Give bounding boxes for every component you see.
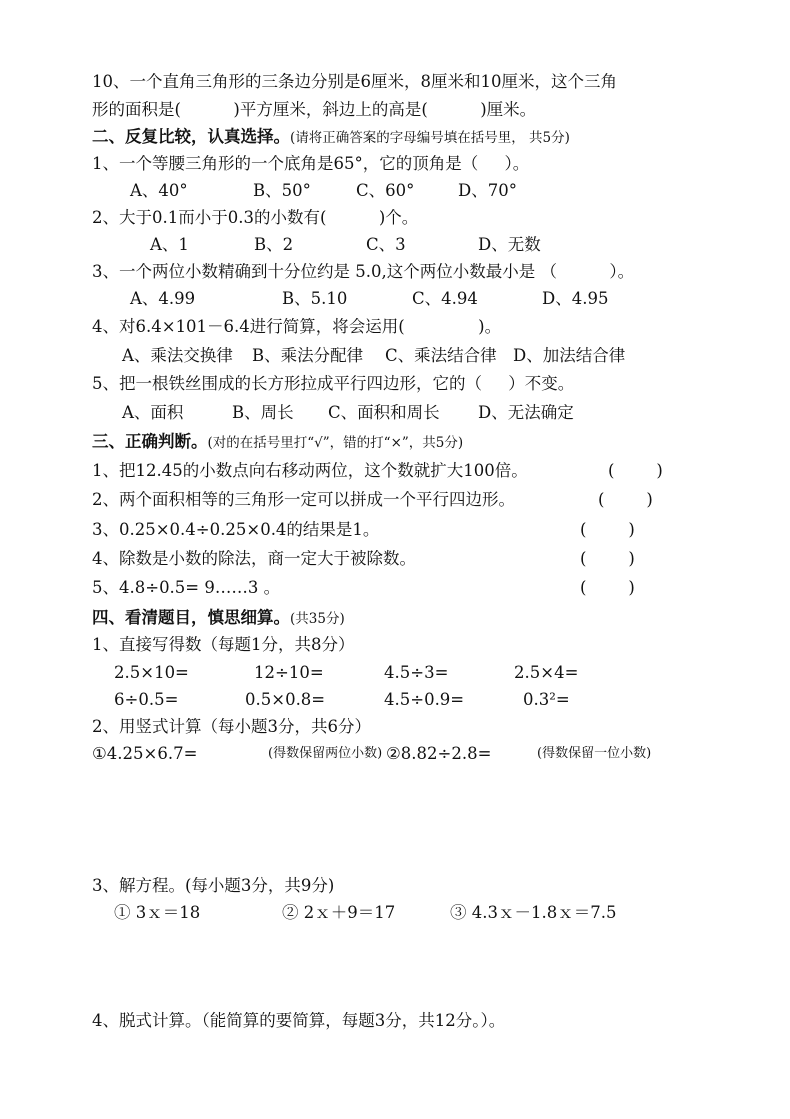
direct-calc-title: 1、直接写得数（每题1分，共8分） (92, 635, 355, 654)
choice-q5-option-d: D、无法确定 (478, 403, 574, 422)
choice-q5-stem: 5、把一根铁丝围成的长方形拉成平行四边形，它的（ ）不变。 (92, 374, 575, 393)
direct-calc-item: 2.5×4= (514, 663, 579, 682)
choice-q3-stem: 3、一个两位小数精确到十分位约是 5.0,这个两位小数最小是 （ ）。 (92, 262, 635, 281)
choice-q5-option-b: B、周长 (232, 403, 294, 422)
choice-q5-option-a: A、面积 (122, 403, 184, 422)
equation-item: ③ 4.3ｘ－1.8ｘ＝7.5 (450, 903, 617, 922)
section-title: 三、正确判断。 (92, 432, 208, 451)
choice-q1-option-d: D、70° (458, 181, 517, 200)
judge-item-2: 2、两个面积相等的三角形一定可以拼成一个平行四边形。 (92, 490, 515, 509)
section-instruction: (对的在括号里打“√”，错的打“×”，共5分) (207, 435, 464, 451)
direct-calc-item: 0.3²= (523, 690, 570, 709)
section-instruction: (共35分) (290, 611, 345, 627)
judge-item-4-answer-paren[interactable]: ( ) (580, 549, 635, 568)
section-heading-choice (92, 126, 570, 149)
equation-item: ② 2ｘ＋9＝17 (282, 903, 396, 922)
choice-q4-option-a: A、乘法交换律 (122, 346, 233, 365)
judge-item-2-answer-paren[interactable]: ( ) (598, 490, 653, 509)
vertical-calc-title: 2、用竖式计算（每小题3分，共6分） (92, 717, 371, 736)
choice-q3-option-c: C、4.94 (412, 289, 478, 308)
choice-q2-option-a: A、1 (150, 235, 189, 254)
vertical-calc-q2: ②8.82÷2.8= (386, 744, 492, 763)
mixed-calc-title: 4、脱式计算。（能简算的要简算，每题3分，共12分。）。 (92, 1011, 506, 1030)
section-heading-judge (92, 431, 463, 454)
section-instruction: (请将正确答案的字母编号填在括号里， 共5分) (290, 130, 570, 146)
direct-calc-item: 4.5÷3= (384, 663, 449, 682)
choice-q1-option-b: B、50° (253, 181, 311, 200)
choice-q1-option-c: C、60° (356, 181, 415, 200)
choice-q2-stem: 2、大于0.1而小于0.3的小数有( )个。 (92, 208, 419, 227)
choice-q1-stem: 1、一个等腰三角形的一个底角是65°，它的顶角是（ ）。 (92, 154, 530, 173)
judge-item-5: 5、4.8÷0.5= 9……3 。 (92, 578, 281, 597)
direct-calc-item: 4.5÷0.9= (384, 690, 465, 709)
vertical-calc-q1-note: (得数保留两位小数) (268, 746, 383, 761)
choice-q3-option-b: B、5.10 (282, 289, 348, 308)
choice-q4-option-d: D、加法结合律 (513, 346, 626, 365)
choice-q3-option-a: A、4.99 (130, 289, 196, 308)
q10-line2: 形的面积是( )平方厘米，斜边上的高是( )厘米。 (92, 100, 537, 119)
section-title: 二、反复比较，认真选择。 (92, 127, 290, 146)
equation-item: ① 3ｘ＝18 (114, 903, 201, 922)
judge-item-4: 4、除数是小数的除法，商一定大于被除数。 (92, 549, 416, 568)
direct-calc-item: 0.5×0.8= (245, 690, 326, 709)
equations-title: 3、解方程。(每小题3分，共9分) (92, 876, 335, 895)
choice-q4-option-b: B、乘法分配律 (252, 346, 364, 365)
section-title: 四、看清题目，慎思细算。 (92, 608, 290, 627)
judge-item-5-answer-paren[interactable]: ( ) (580, 578, 635, 597)
choice-q2-option-d: D、无数 (478, 235, 541, 254)
choice-q3-option-d: D、4.95 (542, 289, 609, 308)
choice-q4-option-c: C、乘法结合律 (385, 346, 497, 365)
choice-q5-option-c: C、面积和周长 (328, 403, 440, 422)
direct-calc-item: 2.5×10= (114, 663, 189, 682)
choice-q2-option-c: C、3 (366, 235, 406, 254)
judge-item-3-answer-paren[interactable]: ( ) (580, 520, 635, 539)
direct-calc-item: 12÷10= (254, 663, 324, 682)
vertical-calc-q1: ①4.25×6.7= (92, 744, 198, 763)
vertical-calc-q2-note: (得数保留一位小数) (537, 746, 652, 761)
choice-q2-option-b: B、2 (254, 235, 294, 254)
direct-calc-item: 6÷0.5= (114, 690, 179, 709)
judge-item-1: 1、把12.45的小数点向右移动两位，这个数就扩大100倍。 (92, 461, 528, 480)
choice-q4-stem: 4、对6.4×101－6.4进行简算，将会运用( )。 (92, 317, 502, 336)
section-heading-calc (92, 607, 345, 630)
q10-line1: 10、一个直角三角形的三条边分别是6厘米，8厘米和10厘米，这个三角 (92, 72, 617, 91)
judge-item-3: 3、0.25×0.4÷0.25×0.4的结果是1。 (92, 520, 380, 539)
judge-item-1-answer-paren[interactable]: ( ) (608, 461, 663, 480)
choice-q1-option-a: A、40° (130, 181, 188, 200)
